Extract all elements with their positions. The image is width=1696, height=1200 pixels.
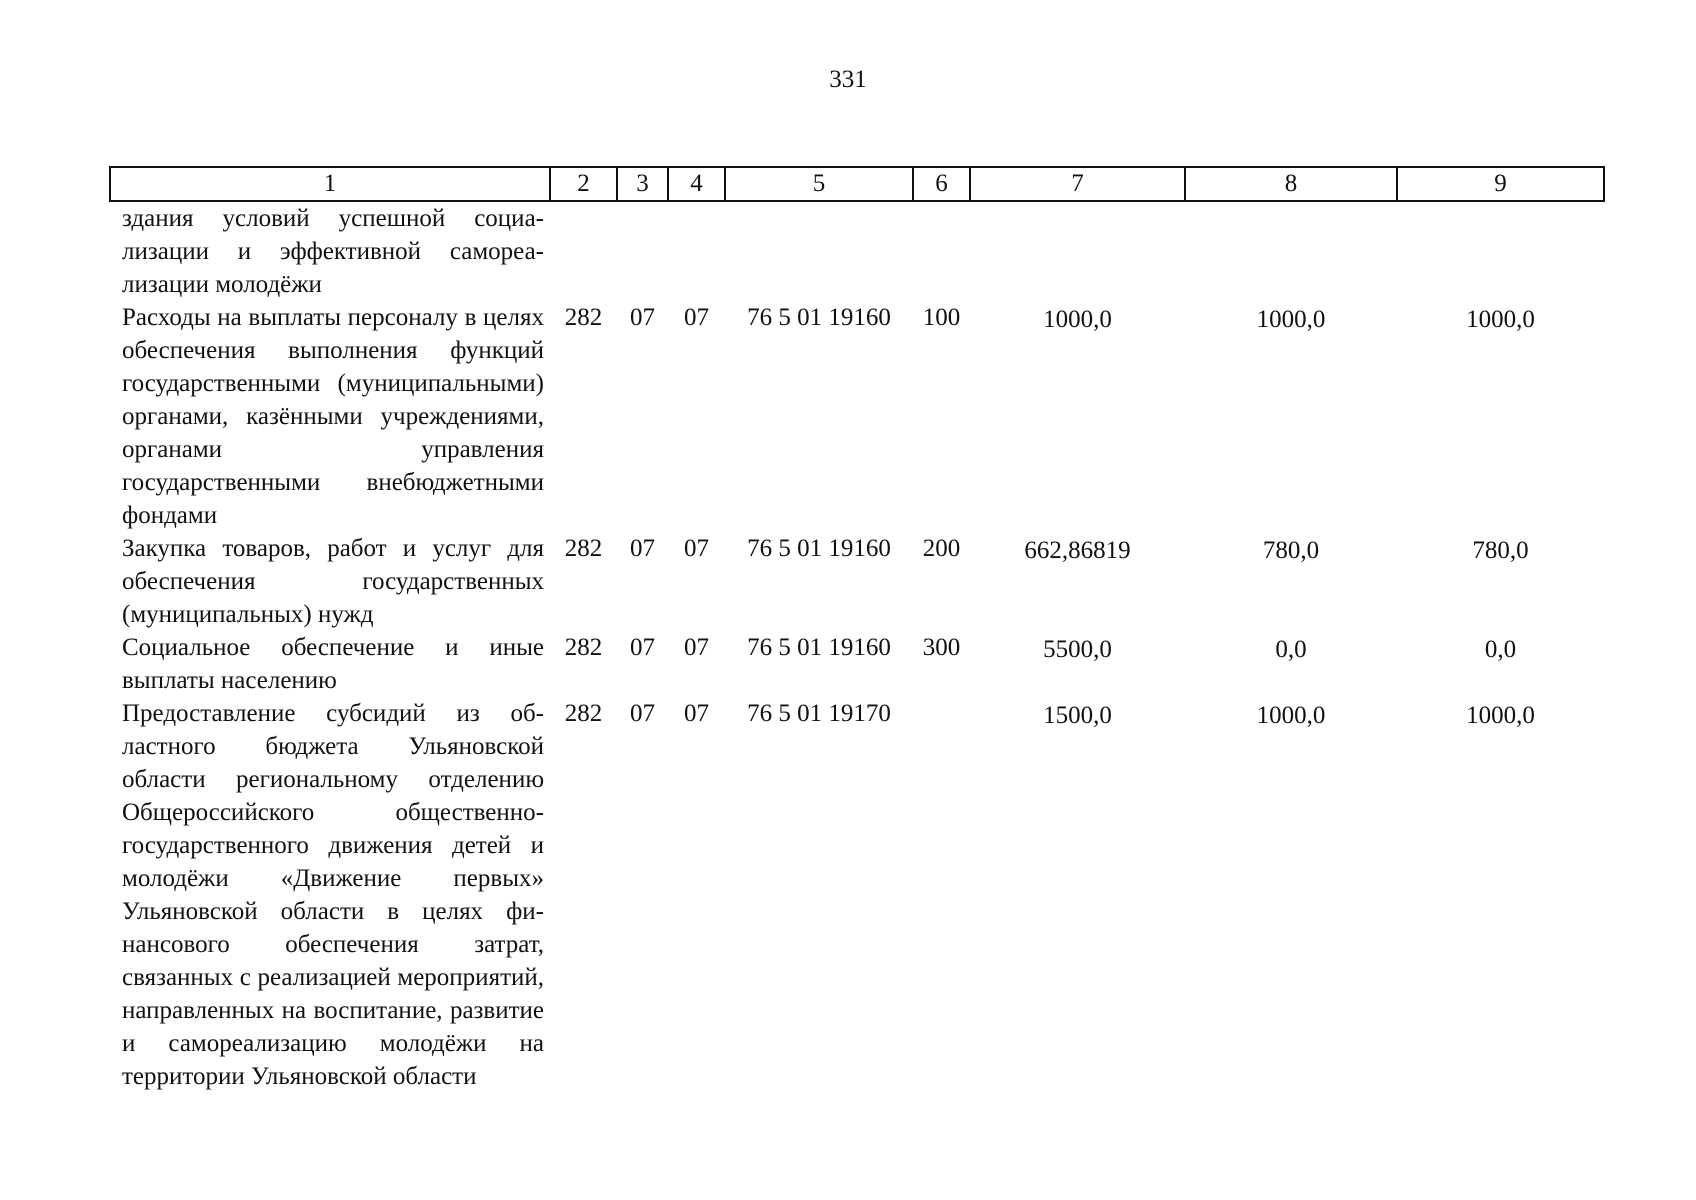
header-col-4: 4 [668, 167, 725, 201]
row-target-article: 76 5 01 19160 [747, 634, 891, 661]
row-section: 07 [630, 700, 655, 727]
page-number: 331 [829, 66, 867, 93]
row-amount-1: 5500,0 [1043, 636, 1112, 663]
row-code: 282 [564, 304, 603, 331]
row-subsection: 07 [684, 634, 709, 661]
row-expense-type: 200 [922, 535, 961, 562]
row-section: 07 [630, 304, 655, 331]
header-col-3: 3 [617, 167, 668, 201]
row-subsection: 07 [684, 535, 709, 562]
row-amount-3: 1000,0 [1466, 702, 1535, 729]
row-amount-3: 780,0 [1472, 537, 1529, 564]
row-target-article: 76 5 01 19160 [747, 535, 891, 562]
header-col-5: 5 [725, 167, 913, 201]
row-description: здания условий успешной социализации и эффективной самореализации молодёжи [122, 205, 544, 298]
row-code: 282 [564, 634, 603, 661]
row-expense-type: 100 [922, 304, 961, 331]
row-amount-2: 780,0 [1262, 537, 1320, 564]
row-target-article: 76 5 01 19160 [747, 304, 891, 331]
row-amount-3: 0,0 [1484, 636, 1517, 663]
header-col-6: 6 [913, 167, 970, 201]
header-col-1: 1 [110, 167, 550, 201]
table-row [110, 697, 1604, 1093]
row-amount-2 [1185, 201, 1397, 301]
header-row [110, 167, 1604, 201]
header-col-8: 8 [1185, 167, 1397, 201]
table-body [110, 201, 1604, 1093]
header-col-9: 9 [1397, 167, 1604, 201]
table-header [110, 167, 1604, 201]
row-description: Социальное обеспечение и иные выплаты населению [122, 634, 544, 694]
row-expense-type [913, 697, 970, 1093]
row-description: Предоставление субсидий из областного бюджета Ульяновской области региональному отделению Общероссийского общественно-государственного движения детей и молодёжи «Движение первых» Ульяновской области в целях финансового обеспечения затрат, связанных с реализацией мероприятий, направленных на воспитание, развитие и самореализацию молодёжи на территории Ульяновской области [122, 700, 544, 1090]
table-row [110, 201, 1604, 301]
row-subsection [668, 201, 725, 301]
row-amount-2: 1000,0 [1256, 306, 1326, 333]
row-code [550, 201, 617, 301]
row-code: 282 [564, 700, 603, 727]
row-description: Закупка товаров, работ и услуг для обеспечения государственных (муниципальных) нужд [122, 535, 544, 628]
row-amount-3 [1397, 201, 1604, 301]
table-row [110, 301, 1604, 532]
row-expense-type [913, 201, 970, 301]
row-amount-1 [970, 201, 1185, 301]
row-description: Расходы на выплаты персоналу в целях обеспечения выполнения функций государственными (муниципальными) органами, казёнными учреждениями, органами управления государственными внебюджетными фондами [122, 304, 544, 529]
budget-table [109, 166, 1605, 1093]
row-section [617, 201, 668, 301]
table-row [110, 532, 1604, 631]
row-section: 07 [630, 535, 655, 562]
row-expense-type: 300 [922, 634, 961, 661]
header-col-7: 7 [970, 167, 1185, 201]
row-target-article: 76 5 01 19170 [747, 700, 891, 727]
row-amount-2: 0,0 [1275, 636, 1307, 663]
budget-table-wrapper [109, 166, 1605, 1093]
row-code: 282 [564, 535, 603, 562]
row-section: 07 [630, 634, 655, 661]
table-row [110, 631, 1604, 697]
row-amount-3: 1000,0 [1466, 306, 1535, 333]
row-subsection: 07 [684, 700, 709, 727]
row-amount-1: 1500,0 [1043, 702, 1112, 729]
row-target-article [725, 201, 913, 301]
row-subsection: 07 [684, 304, 709, 331]
row-amount-1: 1000,0 [1043, 306, 1112, 333]
row-amount-1: 662,86819 [1024, 537, 1131, 564]
row-amount-2: 1000,0 [1256, 702, 1326, 729]
header-col-2: 2 [550, 167, 617, 201]
